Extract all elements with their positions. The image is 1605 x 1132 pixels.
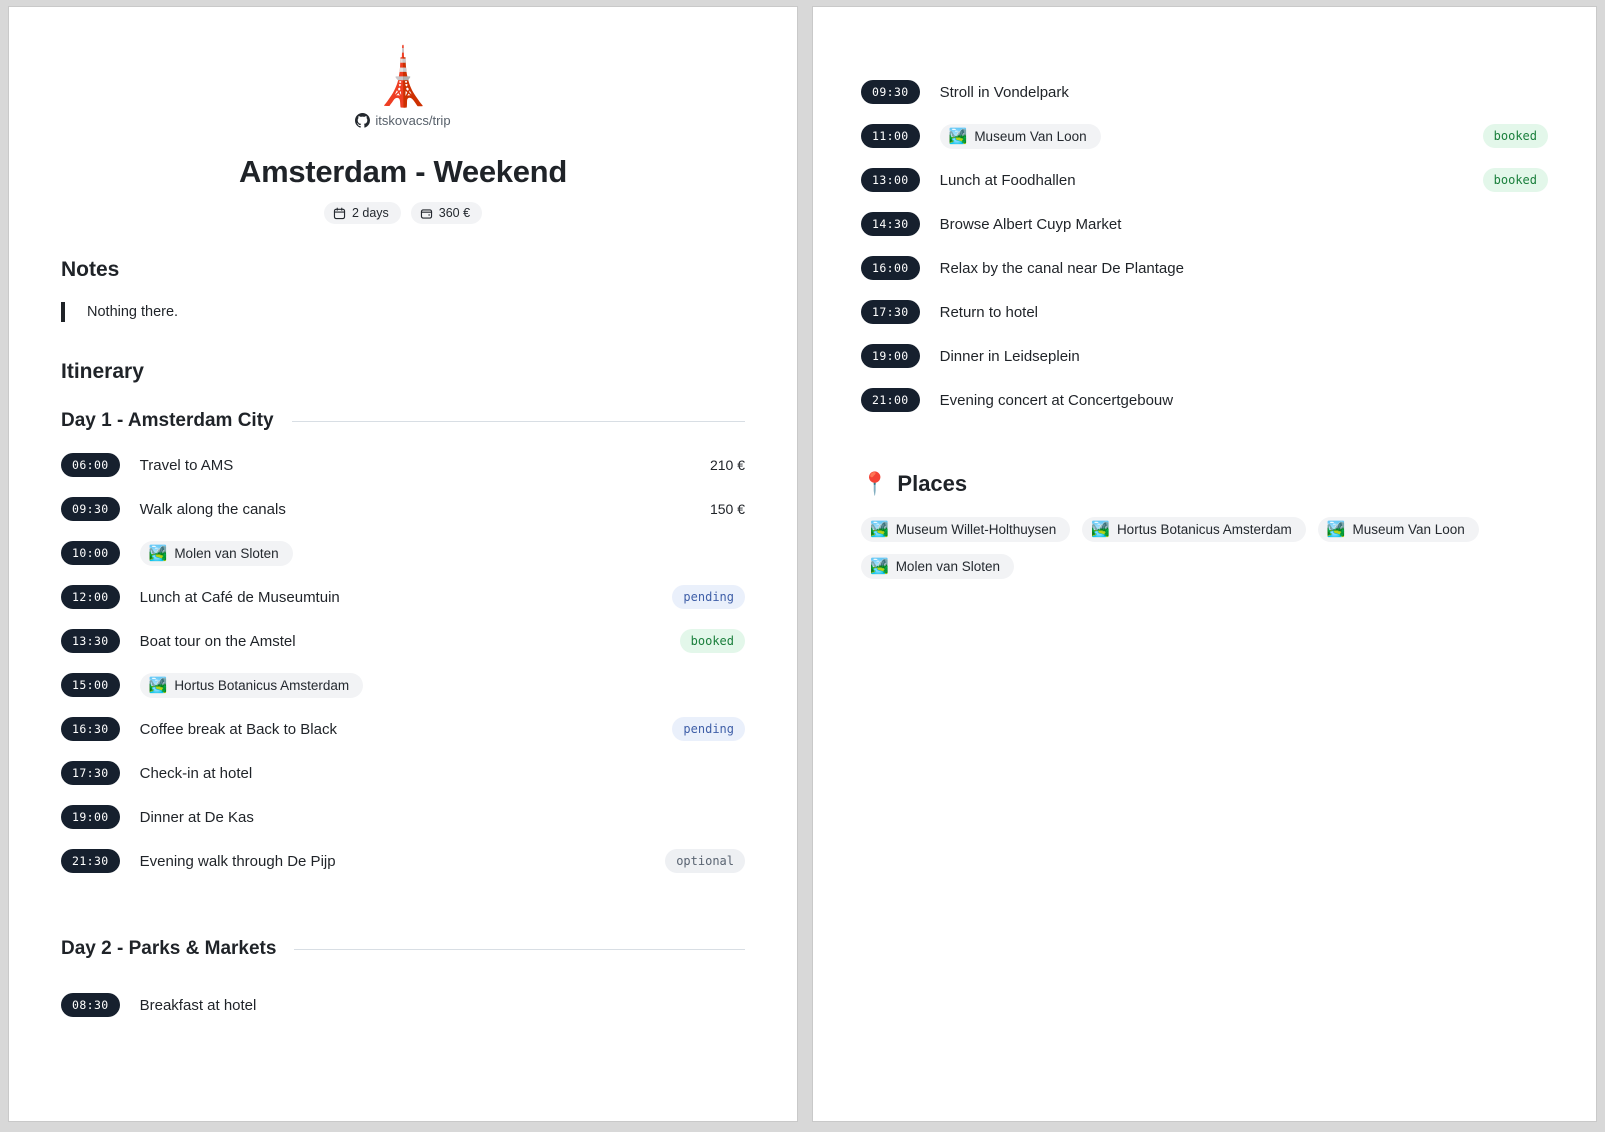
places-list — [861, 517, 1548, 579]
item-label: Evening walk through De Pijp — [139, 852, 336, 870]
notes-text: Nothing there. — [87, 304, 179, 320]
item-time: 10:00 — [61, 541, 120, 565]
list-item[interactable] — [861, 295, 1548, 329]
list-item[interactable] — [61, 844, 745, 878]
place-chip[interactable] — [940, 124, 1101, 149]
item-time: 16:00 — [861, 256, 920, 280]
item-label: Evening concert at Concertgebouw — [939, 391, 1174, 409]
place-chip[interactable] — [1082, 517, 1306, 542]
park-icon: 🏞️ — [148, 676, 168, 694]
status-badge: booked — [1483, 124, 1548, 148]
day-divider — [292, 421, 745, 422]
list-item[interactable] — [61, 988, 745, 1022]
status-badge: optional — [665, 849, 745, 873]
item-price: 150 € — [709, 501, 745, 517]
item-label: Dinner at De Kas — [139, 808, 254, 826]
list-item[interactable] — [61, 536, 745, 570]
item-time: 19:00 — [61, 805, 120, 829]
place-label: Museum Van Loon — [974, 128, 1087, 144]
park-icon: 🏞️ — [1326, 521, 1346, 538]
document-header — [9, 7, 797, 224]
calendar-icon — [333, 207, 346, 220]
item-time: 16:30 — [61, 717, 120, 741]
page-left — [8, 6, 798, 1122]
notes-block — [61, 302, 745, 322]
day-2-items — [61, 988, 745, 1022]
list-item[interactable] — [861, 383, 1548, 417]
day-title: Day 2 - Parks & Markets — [61, 938, 277, 959]
document-body — [9, 258, 797, 1022]
place-chip[interactable] — [861, 517, 1070, 542]
list-item[interactable] — [61, 668, 745, 702]
list-item[interactable] — [861, 119, 1548, 153]
place-label: Hortus Botanicus Amsterdam — [1116, 522, 1292, 537]
item-label: Lunch at Café de Museumtuin — [139, 588, 340, 606]
repo-line — [9, 113, 797, 128]
list-item[interactable] — [61, 492, 745, 526]
place-label: Museum Van Loon — [1352, 522, 1465, 537]
park-icon: 🏞️ — [1091, 521, 1110, 538]
list-item[interactable] — [861, 163, 1548, 197]
list-item[interactable] — [861, 251, 1548, 285]
item-label: Browse Albert Cuyp Market — [939, 215, 1122, 233]
item-time: 21:30 — [61, 849, 120, 873]
day-header — [61, 410, 745, 432]
item-label: Check-in at hotel — [139, 764, 253, 782]
item-label: Lunch at Foodhallen — [939, 171, 1076, 189]
item-price: 210 € — [709, 457, 745, 473]
wallet-icon — [420, 207, 433, 220]
github-icon — [355, 113, 370, 128]
duration-chip — [324, 202, 401, 224]
item-label: Relax by the canal near De Plantage — [939, 259, 1184, 277]
eiffel-tower-icon: 🗼 — [368, 45, 438, 108]
item-time: 17:30 — [861, 300, 920, 324]
item-label: Boat tour on the Amstel — [139, 632, 296, 650]
item-time: 15:00 — [61, 673, 120, 697]
place-label: Molen van Sloten — [895, 559, 1001, 574]
list-item[interactable] — [61, 580, 745, 614]
duration-label: 2 days — [351, 206, 389, 220]
repo-name: itskovacs/trip — [375, 113, 451, 128]
item-label: Dinner in Leidseplein — [939, 347, 1080, 365]
list-item[interactable] — [61, 712, 745, 746]
list-item[interactable] — [861, 75, 1548, 109]
meta-chips — [9, 202, 797, 224]
page-right — [812, 6, 1597, 1122]
place-chip[interactable] — [861, 554, 1014, 579]
place-chip[interactable] — [140, 673, 364, 698]
status-badge: pending — [672, 585, 745, 609]
item-label: Travel to AMS — [139, 456, 234, 474]
status-badge: booked — [1483, 168, 1548, 192]
item-label: Breakfast at hotel — [139, 996, 257, 1014]
list-item[interactable] — [61, 756, 745, 790]
item-time: 14:30 — [861, 212, 920, 236]
place-label: Museum Willet-Holthuysen — [895, 522, 1057, 537]
list-item[interactable] — [61, 624, 745, 658]
item-time: 06:00 — [61, 453, 120, 477]
item-time: 12:00 — [61, 585, 120, 609]
item-label: Stroll in Vondelpark — [939, 83, 1069, 101]
item-time: 08:30 — [61, 993, 120, 1017]
places-heading — [861, 471, 1548, 497]
item-time: 17:30 — [61, 761, 120, 785]
list-item[interactable] — [861, 207, 1548, 241]
itinerary-heading: Itinerary — [61, 360, 144, 383]
park-icon: 🏞️ — [148, 544, 168, 562]
map-pin-icon: 📍 — [861, 471, 889, 496]
item-time: 09:30 — [61, 497, 120, 521]
list-item[interactable] — [861, 339, 1548, 373]
park-icon: 🏞️ — [870, 521, 889, 538]
status-badge: booked — [680, 629, 745, 653]
place-label: Molen van Sloten — [174, 545, 279, 561]
day-header — [61, 938, 745, 960]
item-time: 11:00 — [861, 124, 920, 148]
place-label: Hortus Botanicus Amsterdam — [174, 677, 350, 693]
budget-label: 360 € — [438, 206, 471, 220]
item-time: 13:30 — [61, 629, 120, 653]
list-item[interactable] — [61, 448, 745, 482]
item-time: 13:00 — [861, 168, 920, 192]
list-item[interactable] — [61, 800, 745, 834]
park-icon: 🏞️ — [870, 558, 889, 575]
item-label: Walk along the canals — [139, 500, 286, 518]
notes-heading: Notes — [61, 258, 120, 281]
page-title: Amsterdam - Weekend — [239, 154, 567, 189]
day-2-items-continued — [861, 75, 1548, 417]
item-label: Coffee break at Back to Black — [139, 720, 337, 738]
day-title: Day 1 - Amsterdam City — [61, 410, 274, 431]
places-heading-label: Places — [897, 471, 968, 496]
item-time: 21:00 — [861, 388, 920, 412]
place-chip[interactable] — [1318, 517, 1479, 542]
day-1-items — [61, 448, 745, 878]
document-body-continued — [813, 7, 1596, 579]
day-divider — [294, 949, 745, 950]
status-badge: pending — [672, 717, 745, 741]
place-chip[interactable] — [140, 541, 293, 566]
budget-chip — [411, 202, 482, 224]
item-label: Return to hotel — [939, 303, 1039, 321]
park-icon: 🏞️ — [948, 127, 968, 145]
item-time: 09:30 — [861, 80, 920, 104]
item-time: 19:00 — [861, 344, 920, 368]
